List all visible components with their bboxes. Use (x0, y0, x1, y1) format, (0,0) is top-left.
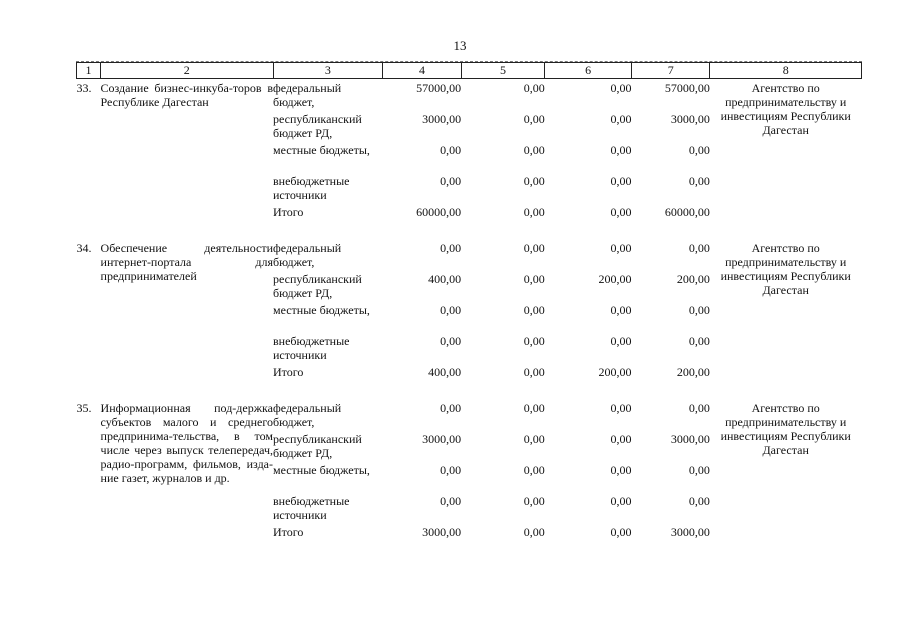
value-col4: 0,00 (440, 174, 462, 188)
funding-source: федеральный бюджет, (273, 401, 342, 429)
column-header: 2 (101, 63, 273, 79)
funding-source: Итого (273, 525, 304, 539)
funding-source: республиканский бюджет РД, (273, 112, 362, 140)
column-header: 5 (461, 63, 545, 79)
table-row (77, 399, 862, 432)
value-col7: 0,00 (688, 401, 710, 415)
value-col6: 0,00 (610, 205, 632, 219)
responsible-agency: Агентство по предпринимательству и инвестициям Республики Дагестан (720, 241, 851, 297)
funding-source: внебюджетные источники (273, 334, 350, 362)
value-col5: 0,00 (523, 365, 545, 379)
spacer-row (77, 219, 862, 239)
value-col5: 0,00 (523, 494, 545, 508)
value-col4: 3000,00 (422, 432, 462, 446)
table-row (77, 239, 862, 272)
column-header: 6 (545, 63, 632, 79)
value-col6: 0,00 (610, 174, 632, 188)
value-col5: 0,00 (523, 272, 545, 286)
value-col7: 60000,00 (664, 205, 710, 219)
entry-number: 33. (76, 81, 92, 95)
value-col4: 3000,00 (422, 112, 462, 126)
funding-source: федеральный бюджет, (273, 81, 342, 109)
value-col4: 0,00 (440, 303, 462, 317)
value-col6: 200,00 (598, 365, 632, 379)
funding-source: республиканский бюджет РД, (273, 272, 362, 300)
entry-number: 34. (76, 241, 92, 255)
responsible-agency: Агентство по предпринимательству и инвестициям Республики Дагестан (720, 401, 851, 457)
value-col7: 0,00 (688, 494, 710, 508)
table-row (77, 79, 862, 113)
value-col4: 0,00 (440, 334, 462, 348)
value-col6: 0,00 (610, 303, 632, 317)
value-col7: 0,00 (688, 334, 710, 348)
value-col6: 0,00 (610, 401, 632, 415)
value-col6: 0,00 (610, 494, 632, 508)
column-header: 7 (632, 63, 710, 79)
value-col4: 60000,00 (416, 205, 462, 219)
value-col5: 0,00 (523, 143, 545, 157)
value-col6: 0,00 (610, 525, 632, 539)
program-table (76, 62, 862, 539)
value-col6: 0,00 (610, 143, 632, 157)
value-col4: 400,00 (428, 365, 462, 379)
funding-source: Итого (273, 365, 304, 379)
value-col5: 0,00 (523, 81, 545, 95)
value-col6: 0,00 (610, 463, 632, 477)
value-col7: 3000,00 (670, 525, 710, 539)
value-col4: 3000,00 (422, 525, 462, 539)
value-col7: 3000,00 (670, 112, 710, 126)
value-col5: 0,00 (523, 241, 545, 255)
column-header: 4 (383, 63, 461, 79)
value-col5: 0,00 (523, 401, 545, 415)
funding-source: местные бюджеты, (273, 303, 370, 317)
entry-number: 35. (76, 401, 92, 415)
value-col6: 0,00 (610, 241, 632, 255)
value-col7: 0,00 (688, 241, 710, 255)
value-col4: 400,00 (428, 272, 462, 286)
funding-source: местные бюджеты, (273, 143, 370, 157)
value-col5: 0,00 (523, 334, 545, 348)
value-col4: 0,00 (440, 143, 462, 157)
value-col5: 0,00 (523, 112, 545, 126)
responsible-agency: Агентство по предпринимательству и инвестициям Республики Дагестан (720, 81, 851, 137)
value-col7: 200,00 (676, 365, 710, 379)
funding-source: внебюджетные источники (273, 174, 350, 202)
value-col5: 0,00 (523, 525, 545, 539)
funding-source: внебюджетные источники (273, 494, 350, 522)
column-header: 3 (273, 63, 383, 79)
column-header: 8 (710, 63, 862, 79)
value-col7: 0,00 (688, 463, 710, 477)
entry-name: Создание бизнес-инкуба-торов в Республике Дагестан (100, 81, 273, 109)
value-col4: 0,00 (440, 463, 462, 477)
funding-source: Итого (273, 205, 304, 219)
entry-name: Информационная под-держка субъектов малого и среднего предпринима-тельства, в том числе через выпуск телепередач, радио-программ, фильмов, изда-ние газет, журналов и др. (100, 401, 273, 485)
value-col5: 0,00 (523, 205, 545, 219)
value-col7: 200,00 (676, 272, 710, 286)
funding-source: местные бюджеты, (273, 463, 370, 477)
funding-source: федеральный бюджет, (273, 241, 342, 269)
column-header: 1 (77, 63, 101, 79)
value-col5: 0,00 (523, 303, 545, 317)
header-row (77, 63, 862, 79)
value-col6: 0,00 (610, 81, 632, 95)
entry-name: Обеспечение деятельности интернет-портала для предпринимателей (100, 241, 273, 283)
value-col4: 0,00 (440, 494, 462, 508)
value-col7: 3000,00 (670, 432, 710, 446)
value-col6: 0,00 (610, 334, 632, 348)
value-col4: 0,00 (440, 241, 462, 255)
value-col6: 0,00 (610, 432, 632, 446)
value-col7: 57000,00 (664, 81, 710, 95)
value-col5: 0,00 (523, 174, 545, 188)
value-col6: 0,00 (610, 112, 632, 126)
value-col4: 0,00 (440, 401, 462, 415)
funding-source: республиканский бюджет РД, (273, 432, 362, 460)
spacer-row (77, 379, 862, 399)
value-col4: 57000,00 (416, 81, 462, 95)
page-number: 13 (453, 38, 467, 53)
value-col5: 0,00 (523, 432, 545, 446)
value-col7: 0,00 (688, 174, 710, 188)
value-col7: 0,00 (688, 303, 710, 317)
value-col6: 200,00 (598, 272, 632, 286)
value-col7: 0,00 (688, 143, 710, 157)
value-col5: 0,00 (523, 463, 545, 477)
